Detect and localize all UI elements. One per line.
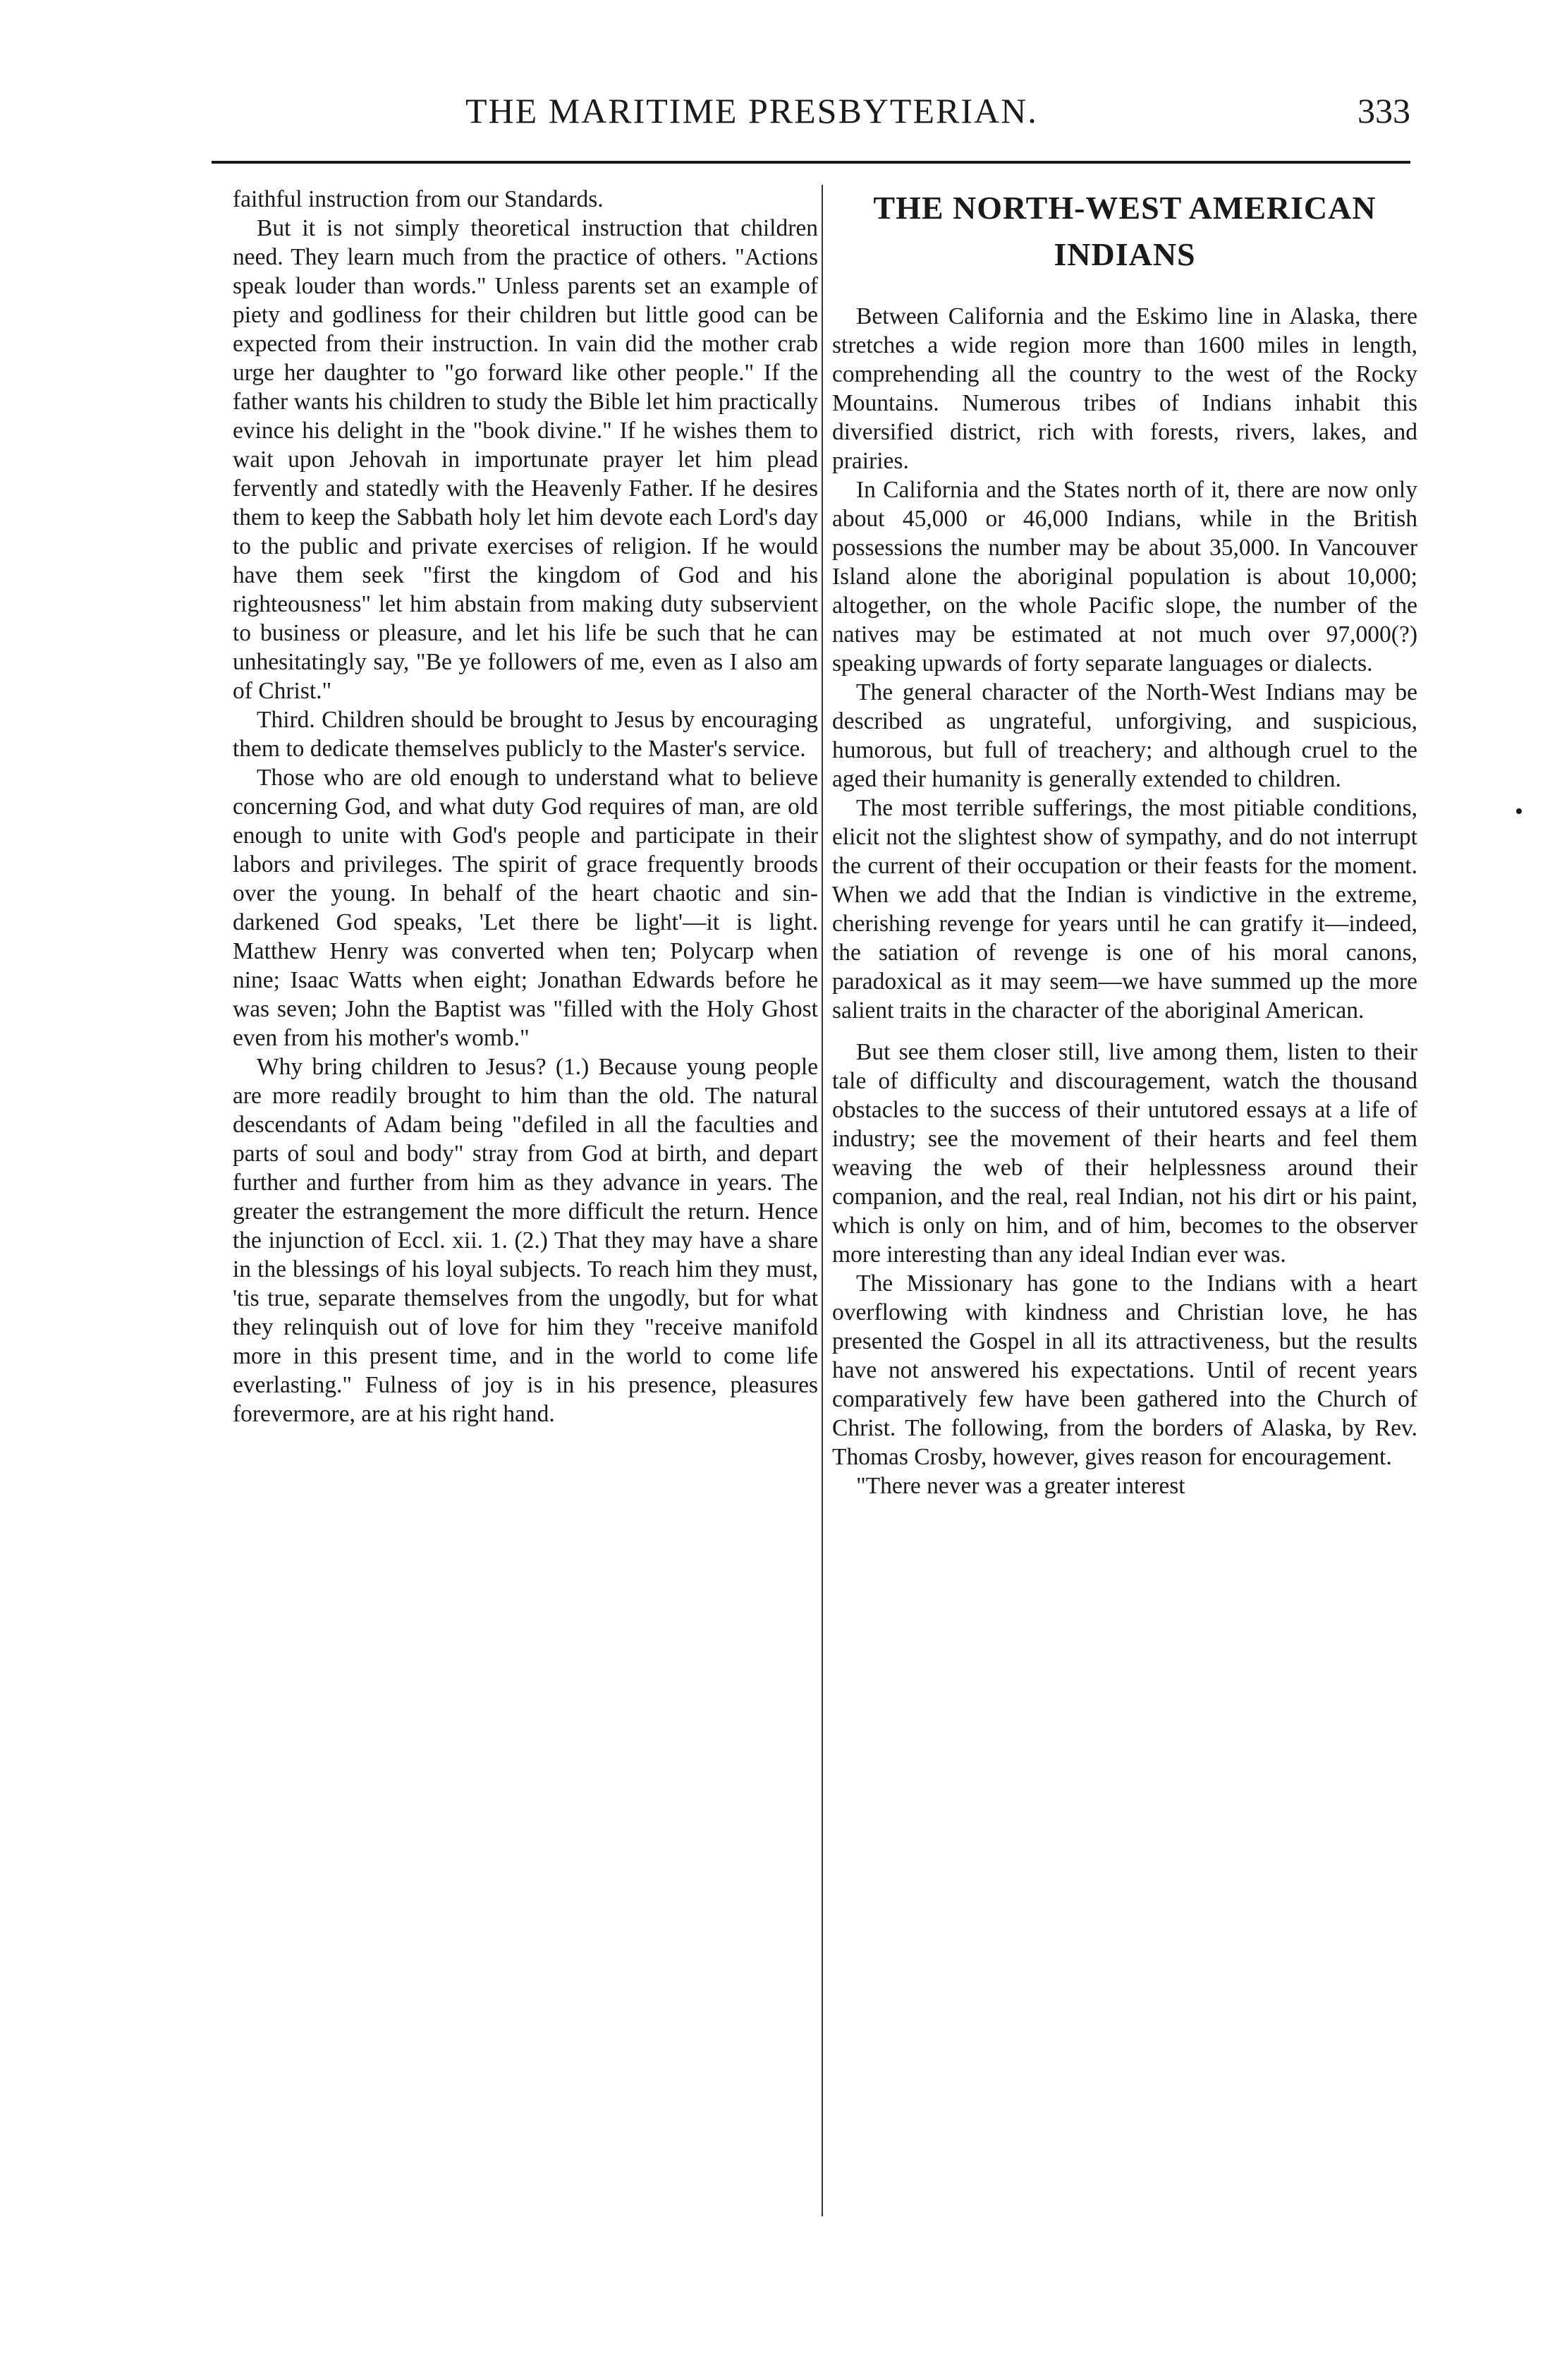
right-column [832, 185, 1417, 1500]
paragraph: Between California and the Eskimo line in Alaska, there stretches a wide region more than 1600 miles in length, comprehending all the country to the west of the Rocky Mountains. Numerous tribes of Indians inhabit this diversified district, rich with forests, rivers, lakes, and prairies. [832, 303, 1417, 474]
column-divider [822, 185, 823, 2216]
paragraph: The most terrible sufferings, the most pitiable conditions, elicit not the slightest show of sympathy, and do not interrupt the current of their occupation or their feasts for the moment. When we add that the Indian is vindictive in the extreme, cherishing revenge for years until he can gratify it—indeed, the satiation of revenge is one of his moral canons, paradoxical as it may seem—we have summed up the more salient traits in the character of the aboriginal American. [832, 795, 1417, 1024]
paragraph: "There never was a greater interest [856, 1473, 1185, 1499]
paragraph: Third. Children should be brought to Jesus by encouraging them to dedicate themselves publicly to the Master's service. [233, 707, 818, 762]
paragraph: The general character of the North-West Indians may be described as ungrateful, unforgiving, and suspicious, humorous, but full of treachery; and although cruel to the aged their humanity is generally extended to children. [832, 679, 1417, 792]
running-title: THE MARITIME PRESBYTERIAN. [465, 91, 1038, 130]
ink-mark [1516, 808, 1522, 814]
paragraph: Why bring children to Jesus? (1.) Because young people are more readily brought to him than the old. The natural descendants of Adam being "defiled in all the faculties and parts of soul and body" stray from God at birth, and depart further and further from him as they advance in years. The greater the estrangement the more difficult the return. Hence the injunction of Eccl. xii. 1. (2.) That they may have a share in the blessings of his loyal subjects. To reach him they must, 'tis true, separate themselves from the ungodly, but for what they relinquish out of love for him they "receive manifold more in this present time, and in the world to come life everlasting." Fulness of joy is in his presence, pleasures forevermore, are at his right hand. [233, 1054, 818, 1427]
article-title: THE NORTH-WEST AMERICAN INDIANS [873, 190, 1377, 272]
paragraph: faithful instruction from our Standards. [233, 186, 604, 212]
paragraph: The Missionary has gone to the Indians with a heart overflowing with kindness and Christian love, he has presented the Gospel in all its attractiveness, but the results have not answered his expectations. Until of recent years comparatively few have been gathered into the Church of Christ. The following, from the borders of Alaska, by Rev. Thomas Crosby, however, gives reason for encouragement. [832, 1270, 1417, 1470]
paragraph: Those who are old enough to understand what to believe concerning God, and what duty God requires of man, are old enough to unite with God's people and participate in their labors and privileges. The spirit of grace frequently broods over the young. In behalf of the heart chaotic and sin-darkened God speaks, 'Let there be light'—it is light. Matthew Henry was converted when ten; Polycarp when nine; Isaac Watts when eight; Jonathan Edwards before he was seven; John the Baptist was "filled with the Holy Ghost even from his mother's womb." [233, 765, 818, 1051]
left-column [233, 185, 818, 1428]
running-head [212, 90, 1410, 147]
paragraph: But it is not simply theoretical instruction that children need. They learn much from the practice of others. "Actions speak louder than words." Unless parents set an example of piety and godliness for their children but little good can be expected from their instruction. In vain did the mother crab urge her daughter to "go forward like other people." If the father wants his children to study the Bible let him practically evince his delight in the "book divine." If he wishes them to wait upon Jehovah in importunate prayer let him plead fervently and statedly with the Heavenly Father. If he desires them to keep the Sabbath holy let him devote each Lord's day to the public and private exercises of religion. If he would have them seek "first the kingdom of God and his righteousness" let him abstain from making duty subservient to business or pleasure, and let his life be such that he can unhesitatingly say, "Be ye followers of me, even as I also am of Christ." [233, 215, 818, 704]
paragraph: In California and the States north of it, there are now only about 45,000 or 46,000 Indians, while in the British possessions the number may be about 35,000. In Vancouver Island alone the aboriginal population is about 10,000; altogether, on the whole Pacific slope, the number of the natives may be estimated at not much over 97,000(?) speaking upwards of forty separate languages or dialects. [832, 477, 1417, 676]
header-rule [212, 161, 1410, 164]
page-number: 333 [1357, 91, 1410, 130]
paragraph: But see them closer still, live among them, listen to their tale of difficulty and discouragement, watch the thousand obstacles to the success of their untutored essays at a life of industry; see the movement of their hearts and feel them weaving the web of their helplessness around their companion, and the real, real Indian, not his dirt or his paint, which is only on him, and of him, becomes to the observer more interesting than any ideal Indian ever was. [832, 1039, 1417, 1268]
